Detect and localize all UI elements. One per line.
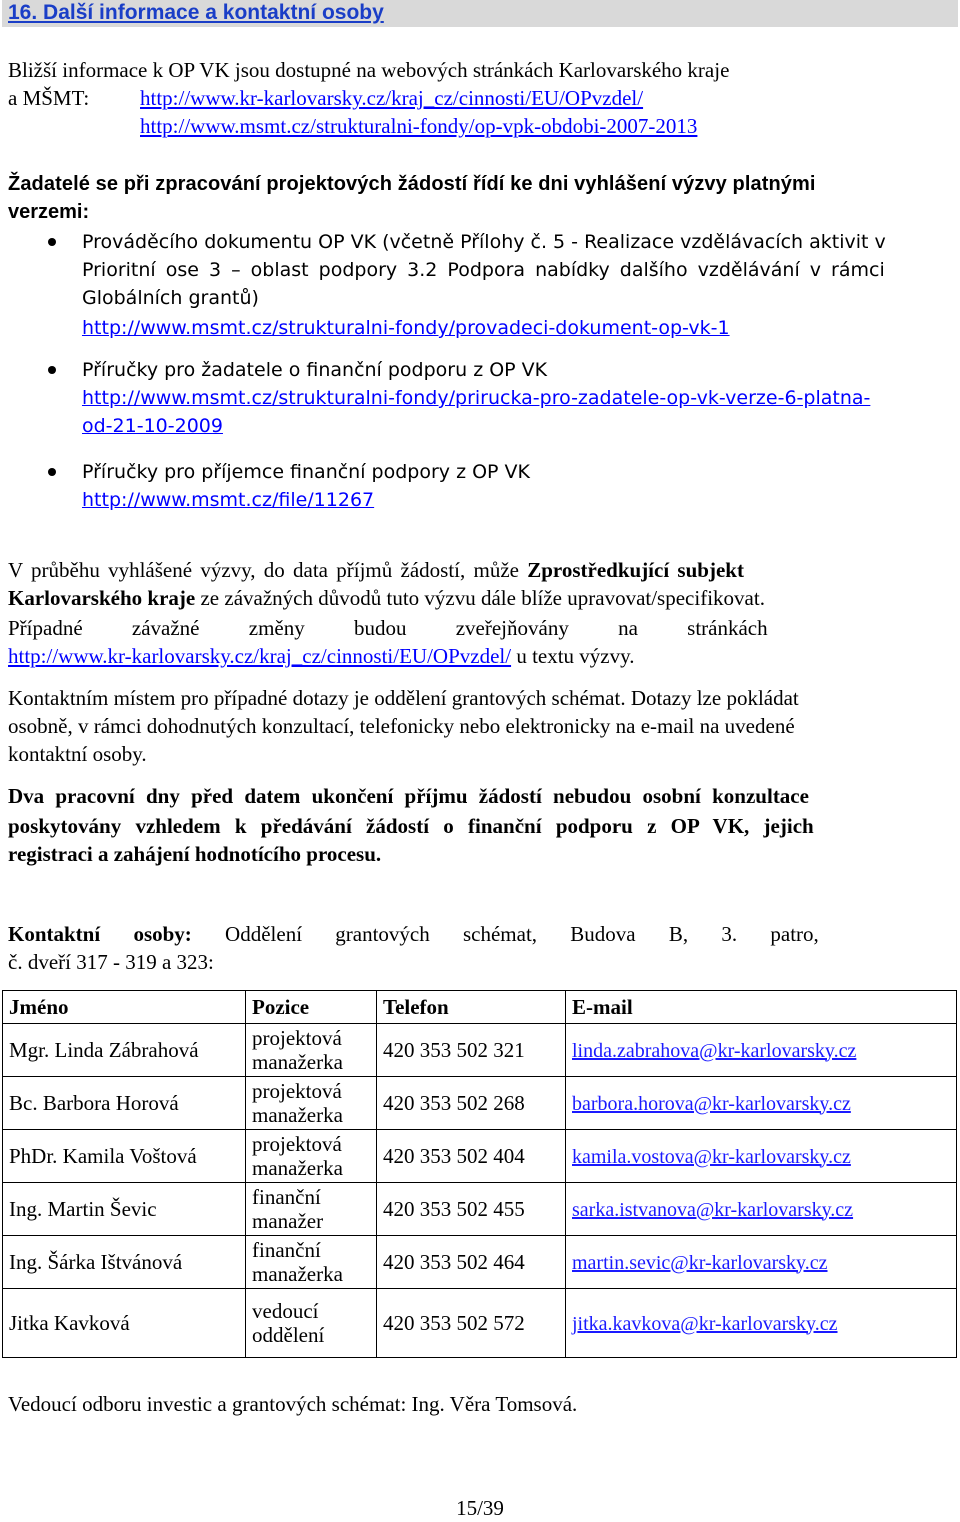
contact-position: projektová manažerka [246, 1024, 377, 1077]
contact-position: finanční manažerka [246, 1236, 377, 1289]
contact-email [566, 1236, 957, 1289]
email-link[interactable]: kamila.vostova@kr-karlovarsky.cz [572, 1145, 851, 1168]
bullet-1-line-2: Prioritní ose 3 – oblast podpory 3.2 Podpora nabídky dalšího vzdělávání v rámci [82, 259, 885, 281]
table-row [3, 1236, 957, 1289]
table-row [3, 1077, 957, 1130]
contact-phone: 420 353 502 321 [377, 1024, 566, 1077]
email-link[interactable]: linda.zabrahova@kr-karlovarsky.cz [572, 1039, 857, 1062]
contact-email [566, 1077, 957, 1130]
page-number: 15/39 [456, 1496, 504, 1520]
column-header-phone: Telefon [377, 991, 566, 1024]
bullet-1-line-1: Prováděcího dokumentu OP VK (včetně Přílohy č. 5 - Realizace vzdělávacích aktivit v [82, 231, 886, 253]
contact-phone: 420 353 502 455 [377, 1183, 566, 1236]
column-header-email: E-mail [566, 991, 957, 1024]
link-karlovarsky-opvzdel-2[interactable]: http://www.kr-karlovarsky.cz/kraj_cz/cinnosti/EU/OPvzdel/ [8, 644, 512, 668]
contact-phone: 420 353 502 464 [377, 1236, 566, 1289]
para1-line-2: Karlovarského kraje ze závažných důvodů tuto výzvu dále blíže upravovat/specifikovat. [8, 586, 765, 610]
bullet-icon [48, 468, 56, 476]
link-prirucka-zadatele-1[interactable]: http://www.msmt.cz/strukturalni-fondy/prirucka-pro-zadatele-op-vk-verze-6-platna- [82, 387, 871, 409]
head-of-department: Vedoucí odboru investic a grantových schémat: Ing. Věra Tomsová. [8, 1392, 578, 1416]
table-header-row [3, 991, 957, 1024]
contacts-intro-line-1: Kontaktní osoby: Oddělení grantových schémat, Budova B, 3. patro, [8, 922, 819, 946]
contact-name: Ing. Martin Ševic [3, 1183, 246, 1236]
email-link[interactable]: jitka.kavkova@kr-karlovarsky.cz [572, 1312, 838, 1335]
contact-name: Jitka Kavková [3, 1289, 246, 1358]
contact-email [566, 1024, 957, 1077]
contact-name: PhDr. Kamila Voštová [3, 1130, 246, 1183]
section-heading: 16. Další informace a kontaktní osoby [2, 0, 958, 27]
contacts-intro-line-2: č. dveří 317 - 319 a 323: [8, 950, 214, 974]
para1-line-4: http://www.kr-karlovarsky.cz/kraj_cz/cinnosti/EU/OPvzdel/ u textu výzvy. [8, 644, 635, 668]
table-row [3, 1183, 957, 1236]
contact-position: projektová manažerka [246, 1077, 377, 1130]
contact-name: Mgr. Linda Zábrahová [3, 1024, 246, 1077]
para2-line-3: kontaktní osoby. [8, 742, 147, 766]
link-prirucka-zadatele-2[interactable]: od-21-10-2009 [82, 415, 223, 437]
para2-line-2: osobně, v rámci dohodnutých konzultací, telefonicky nebo elektronicky na e-mail na uvedené [8, 714, 795, 738]
para1-line-1: V průběhu vyhlášené výzvy, do data příjmů žádostí, může Zprostředkující subjekt [8, 558, 744, 582]
table-row [3, 1024, 957, 1077]
contact-position: finanční manažer [246, 1183, 377, 1236]
column-header-position: Pozice [246, 991, 377, 1024]
contact-email [566, 1183, 957, 1236]
table-row [3, 1289, 957, 1358]
applicants-line-1: Žadatelé se při zpracování projektových žádostí řídí ke dni vyhlášení výzvy platnými [8, 173, 816, 195]
contact-phone: 420 353 502 572 [377, 1289, 566, 1358]
contact-phone: 420 353 502 268 [377, 1077, 566, 1130]
contact-phone: 420 353 502 404 [377, 1130, 566, 1183]
contact-position: vedoucí oddělení [246, 1289, 377, 1358]
contact-position: projektová manažerka [246, 1130, 377, 1183]
para2-line-1: Kontaktním místem pro případné dotazy je oddělení grantových schémat. Dotazy lze pokládat [8, 686, 799, 710]
email-link[interactable]: barbora.horova@kr-karlovarsky.cz [572, 1092, 851, 1115]
link-file-11267[interactable]: http://www.msmt.cz/file/11267 [82, 489, 375, 511]
bullet-icon [48, 238, 56, 246]
contacts-table [2, 990, 957, 1358]
para1-line-3: Případné závažné změny budou zveřejňovány na stránkách [8, 616, 768, 640]
bullet-icon [48, 366, 56, 374]
link-msmt-op-vpk[interactable]: http://www.msmt.cz/strukturalni-fondy/op-vpk-obdobi-2007-2013 [140, 114, 698, 138]
intro-line-2-prefix: a MŠMT: [8, 86, 90, 110]
link-karlovarsky-opvzdel[interactable]: http://www.kr-karlovarsky.cz/kraj_cz/cinnosti/EU/OPvzdel/ [140, 86, 644, 110]
bullet-3-text: Příručky pro příjemce finanční podpory z OP VK [82, 461, 530, 483]
email-link[interactable]: sarka.istvanova@kr-karlovarsky.cz [572, 1198, 854, 1221]
applicants-line-2: verzemi: [8, 201, 90, 223]
link-provadeci-dokument[interactable]: http://www.msmt.cz/strukturalni-fondy/provadeci-dokument-op-vk-1 [82, 317, 730, 339]
column-header-name: Jméno [3, 991, 246, 1024]
contact-email [566, 1130, 957, 1183]
para3-line-3: registraci a zahájení hodnotícího procesu. [8, 842, 382, 866]
contact-name: Bc. Barbora Horová [3, 1077, 246, 1130]
para3-line-2: poskytovány vzhledem k předávání žádostí o finanční podporu z OP VK, jejich [8, 814, 814, 838]
bullet-2-text: Příručky pro žadatele o finanční podporu z OP VK [82, 359, 548, 381]
contact-name: Ing. Šárka Ištvánová [3, 1236, 246, 1289]
para3-line-1: Dva pracovní dny před datem ukončení příjmu žádostí nebudou osobní konzultace [8, 784, 809, 808]
contact-email [566, 1289, 957, 1358]
email-link[interactable]: martin.sevic@kr-karlovarsky.cz [572, 1251, 828, 1274]
bullet-1-line-3: Globálních grantů) [82, 287, 259, 309]
table-row [3, 1130, 957, 1183]
intro-line-1: Bližší informace k OP VK jsou dostupné na webových stránkách Karlovarského kraje [8, 58, 730, 82]
